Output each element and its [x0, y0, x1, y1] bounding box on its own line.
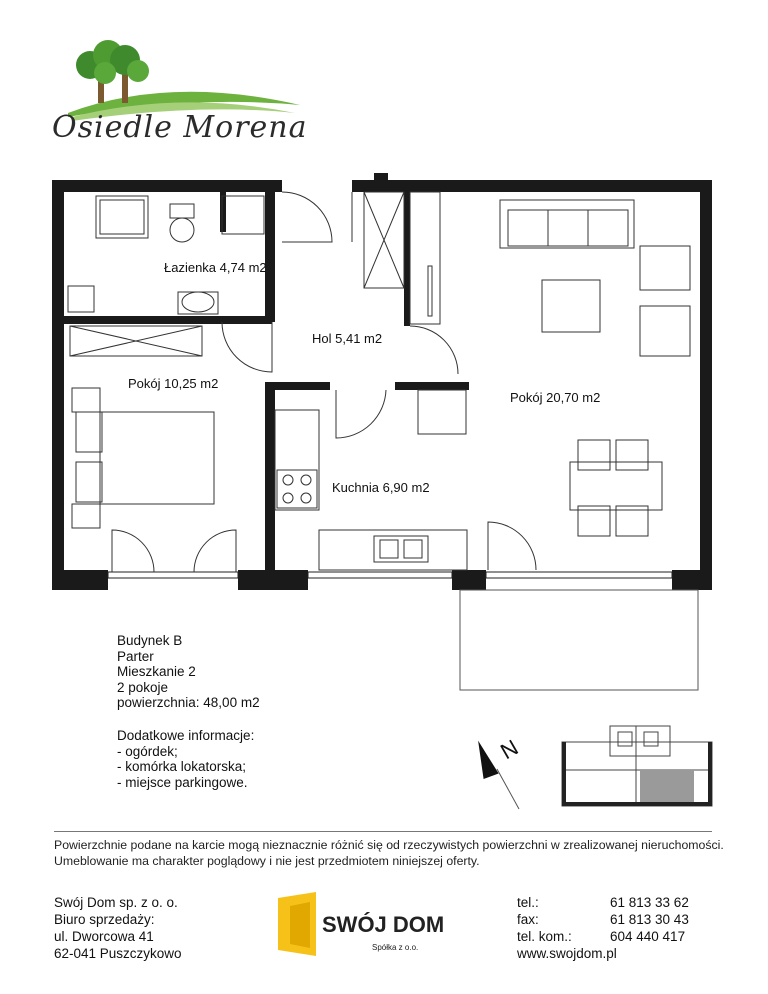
disclaimer-text: Powierzchnie podane na karcie mogą nieznacznie różnić się od rzeczywistych powierzchni w zrealizowanej nieruchomości. Umeblowanie ma charakter poglądowy i nie jest przedmiotem niniejszej oferty.: [54, 838, 724, 868]
room-label-lazienka: Łazienka 4,74 m2: [164, 260, 267, 275]
extra-item: - komórka lokatorska;: [117, 759, 247, 774]
sales-office-label: Biuro sprzedaży:: [54, 912, 155, 927]
extra-item: - miejsce parkingowe.: [117, 774, 248, 790]
brand-subtitle: Spółka z o.o.: [372, 943, 419, 952]
contact-values: [610, 894, 689, 945]
building-label: Budynek B: [117, 633, 183, 648]
living-furniture: [418, 200, 690, 536]
area-label: powierzchnia: 48,00 m2: [117, 695, 260, 710]
divider: [54, 831, 712, 832]
door-logo-icon: [276, 890, 446, 960]
mobile-label: tel. kom.:: [517, 929, 572, 944]
rooms-count-label: 2 pokoje: [117, 679, 169, 695]
tel-value: 61 813 33 62: [610, 895, 689, 910]
contact-labels: [517, 894, 617, 962]
room-label-pokoj-small: Pokój 10,25 m2: [128, 376, 219, 391]
bedroom-furniture: [72, 388, 214, 528]
mobile-value: 604 440 417: [610, 929, 686, 944]
room-label-kuchnia: Kuchnia 6,90 m2: [332, 480, 430, 495]
company-name: Swój Dom sp. z o. o.: [54, 895, 178, 910]
tel-label: tel.:: [517, 895, 539, 910]
brand-logo: [276, 890, 446, 960]
apartment-label: Mieszkanie 2: [117, 664, 196, 679]
brand-name: SWÓJ DOM: [322, 912, 445, 937]
estate-name: Osiedle Morena: [52, 110, 308, 145]
fax-value: 61 813 30 43: [610, 912, 689, 927]
terrace-outline: [460, 590, 698, 690]
compass-icon: [475, 725, 545, 815]
bathroom-fixtures: [68, 196, 264, 314]
floor-label: Parter: [117, 648, 154, 664]
city-address: 62-041 Puszczykowo: [54, 946, 182, 961]
extra-item: - ogórdek;: [117, 743, 178, 759]
fax-label: fax:: [517, 912, 539, 927]
building-key-plan: [558, 722, 714, 810]
extra-info: [117, 728, 254, 790]
website-link[interactable]: www.swojdom.pl: [517, 946, 617, 961]
apartment-details: [117, 633, 260, 711]
company-address: [54, 894, 182, 962]
windows: [108, 572, 672, 578]
highlighted-apartment: [640, 770, 694, 804]
compass-north-label: N: [496, 734, 523, 765]
room-label-hol: Hol 5,41 m2: [312, 331, 383, 346]
room-label-pokoj-large: Pokój 20,70 m2: [510, 390, 601, 405]
extra-heading: Dodatkowe informacje:: [117, 728, 255, 743]
street-address: ul. Dworcowa 41: [54, 929, 154, 944]
